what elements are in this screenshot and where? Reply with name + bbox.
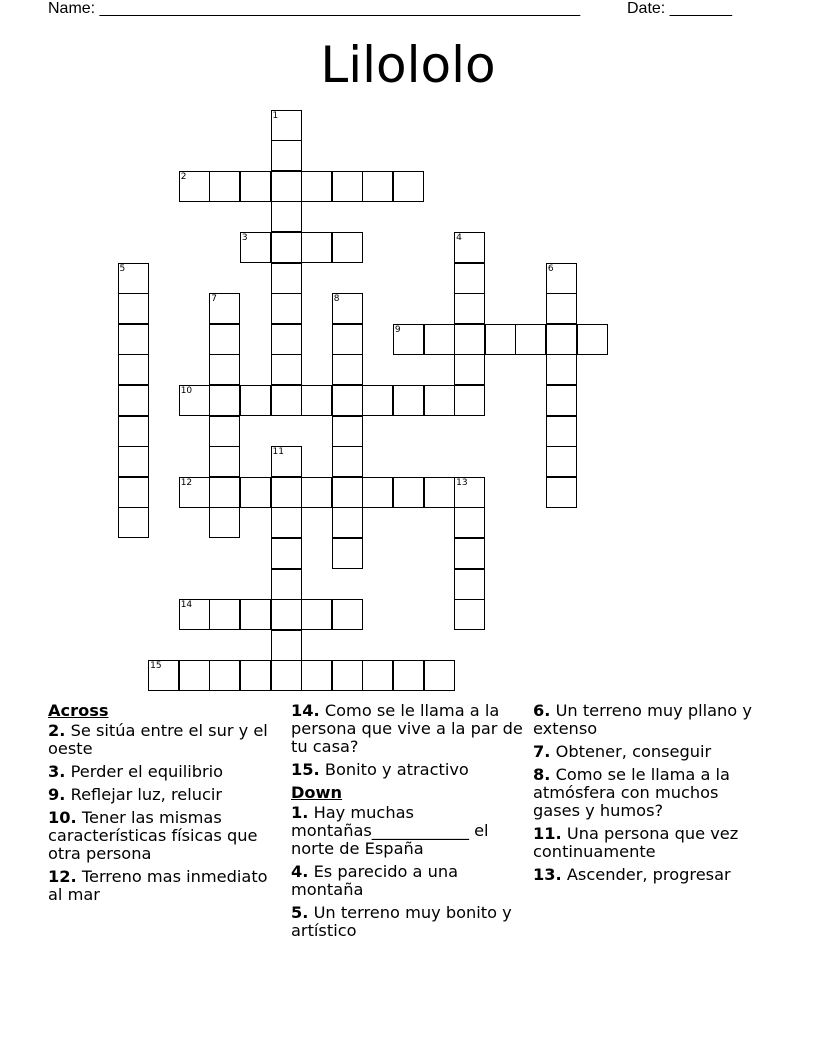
grid-cell-8[interactable] (332, 293, 363, 324)
grid-cell-13[interactable] (454, 477, 485, 508)
clue-text: Se sitúa entre el sur y el oeste (48, 721, 268, 758)
grid-cell[interactable] (179, 660, 210, 691)
grid-cell[interactable] (546, 385, 577, 416)
clue-down-1 (291, 804, 523, 858)
grid-cell[interactable] (240, 477, 271, 508)
grid-cell[interactable] (301, 171, 332, 202)
across-heading: Across (48, 701, 109, 720)
grid-cell-9[interactable] (393, 324, 424, 355)
clue-text: Un terreno muy pllano y extenso (533, 701, 752, 738)
clue-number: 2. (48, 721, 66, 740)
grid-cell[interactable] (454, 599, 485, 630)
clue-text: Es parecido a una montaña (291, 862, 459, 899)
clue-number-label: 8 (333, 294, 340, 305)
grid-cell[interactable] (546, 477, 577, 508)
clue-number: 4. (291, 862, 309, 881)
grid-cell[interactable] (271, 171, 302, 202)
grid-cell[interactable] (332, 599, 363, 630)
grid-cell[interactable] (454, 538, 485, 569)
down-heading: Down (291, 783, 343, 802)
grid-cell[interactable] (240, 599, 271, 630)
grid-cell[interactable] (424, 385, 455, 416)
clue-down-11 (533, 825, 765, 861)
grid-cell[interactable] (271, 232, 302, 263)
clue-number-label: 10 (180, 385, 193, 396)
grid-cell[interactable] (332, 416, 363, 447)
clue-number-label: 4 (456, 232, 462, 243)
grid-cell[interactable] (362, 477, 393, 508)
clue-number-label: 6 (547, 263, 554, 274)
grid-cell[interactable] (118, 324, 149, 355)
puzzle-title: Lilololo (320, 36, 496, 94)
grid-cell[interactable] (240, 171, 271, 202)
grid-cell[interactable] (454, 507, 485, 538)
clue-text: Tener las mismas características físicas que otra persona (48, 808, 258, 863)
grid-cell[interactable] (546, 324, 577, 355)
grid-cell[interactable] (332, 354, 363, 385)
clue-across-9 (48, 786, 280, 804)
grid-cell[interactable] (271, 599, 302, 630)
grid-cell[interactable] (362, 660, 393, 691)
grid-cell[interactable] (301, 660, 332, 691)
grid-cell[interactable] (454, 354, 485, 385)
grid-cell[interactable] (454, 385, 485, 416)
clue-text: Ascender, progresar (566, 865, 731, 884)
grid-cell[interactable] (454, 324, 485, 355)
clue-text: Perder el equilibrio (70, 762, 224, 781)
clue-number: 6. (533, 701, 551, 720)
grid-cell[interactable] (362, 385, 393, 416)
grid-cell[interactable] (271, 354, 302, 385)
clue-number-label: 2 (180, 171, 187, 182)
clue-across-3 (48, 763, 280, 781)
grid-cell[interactable] (209, 354, 240, 385)
grid-cell[interactable] (332, 538, 363, 569)
clue-number-label: 1 (272, 110, 279, 121)
grid-cell-7[interactable] (209, 293, 240, 324)
grid-cell[interactable] (271, 538, 302, 569)
clue-text: Bonito y atractivo (324, 760, 469, 779)
clue-text: Obtener, conseguir (555, 742, 712, 761)
grid-cell[interactable] (118, 507, 149, 538)
grid-cell[interactable] (332, 171, 363, 202)
grid-cell[interactable] (240, 660, 271, 691)
clue-number-label: 9 (394, 324, 401, 335)
grid-cell-10[interactable] (179, 385, 210, 416)
grid-cell[interactable] (271, 293, 302, 324)
grid-cell[interactable] (271, 263, 302, 294)
clue-text: Como se le llama a la atmósfera con muchos gases y humos? (533, 765, 730, 820)
clue-down-6 (533, 702, 765, 738)
grid-cell[interactable] (301, 599, 332, 630)
clue-number: 1. (291, 803, 309, 822)
grid-cell[interactable] (301, 477, 332, 508)
grid-cell[interactable] (332, 324, 363, 355)
grid-cell-11[interactable] (271, 446, 302, 477)
grid-cell[interactable] (271, 630, 302, 661)
clue-number-label: 13 (456, 477, 468, 488)
grid-cell[interactable] (240, 385, 271, 416)
clues-column-1 (48, 702, 280, 909)
clue-number-label: 11 (272, 447, 284, 458)
clue-number: 12. (48, 867, 77, 886)
grid-cell[interactable] (393, 385, 424, 416)
grid-cell-15[interactable] (148, 660, 179, 691)
grid-cell[interactable] (332, 477, 363, 508)
grid-cell[interactable] (118, 293, 149, 324)
grid-cell[interactable] (209, 660, 240, 691)
grid-cell-1[interactable] (271, 110, 302, 141)
clue-number: 14. (291, 701, 320, 720)
clue-number: 7. (533, 742, 551, 761)
grid-cell[interactable] (118, 385, 149, 416)
clue-across-10 (48, 809, 280, 863)
grid-cell[interactable] (485, 324, 516, 355)
grid-cell[interactable] (454, 263, 485, 294)
grid-cell[interactable] (209, 446, 240, 477)
grid-cell[interactable] (393, 171, 424, 202)
clue-number-label: 7 (211, 294, 218, 305)
grid-cell-2[interactable] (179, 171, 210, 202)
grid-cell[interactable] (271, 324, 302, 355)
grid-cell[interactable] (546, 416, 577, 447)
grid-cell[interactable] (424, 660, 455, 691)
grid-cell[interactable] (209, 599, 240, 630)
grid-cell[interactable] (118, 416, 149, 447)
grid-cell[interactable] (454, 293, 485, 324)
grid-cell[interactable] (271, 507, 302, 538)
grid-cell[interactable] (271, 660, 302, 691)
grid-cell[interactable] (209, 171, 240, 202)
clue-number-label: 15 (150, 661, 162, 672)
grid-cell[interactable] (577, 324, 608, 355)
name-field-label: Name: ______________________________________________________ (48, 0, 581, 17)
grid-cell[interactable] (209, 477, 240, 508)
grid-cell-5[interactable] (118, 263, 149, 294)
clue-across-2 (48, 722, 280, 758)
clue-across-12 (48, 868, 280, 904)
clue-number-label: 12 (180, 477, 193, 488)
grid-cell[interactable] (546, 293, 577, 324)
grid-cell[interactable] (209, 385, 240, 416)
clue-text: Hay muchas montañas____________ el norte de España (291, 803, 489, 858)
grid-cell[interactable] (393, 477, 424, 508)
grid-cell-4[interactable] (454, 232, 485, 263)
clue-text: Una persona que vez continuamente (533, 824, 739, 861)
grid-cell[interactable] (271, 385, 302, 416)
grid-cell[interactable] (515, 324, 546, 355)
clue-number: 10. (48, 808, 77, 827)
grid-cell[interactable] (301, 385, 332, 416)
clue-down-8 (533, 766, 765, 820)
grid-cell[interactable] (271, 140, 302, 171)
grid-cell[interactable] (546, 354, 577, 385)
grid-cell[interactable] (332, 446, 363, 477)
grid-cell-14[interactable] (179, 599, 210, 630)
clue-across-15 (291, 761, 523, 779)
clue-number: 3. (48, 762, 66, 781)
clue-down-7 (533, 743, 765, 761)
grid-cell[interactable] (209, 507, 240, 538)
grid-cell[interactable] (424, 477, 455, 508)
clue-text: Un terreno muy bonito y artístico (291, 903, 512, 940)
grid-cell[interactable] (393, 660, 424, 691)
grid-cell-6[interactable] (546, 263, 577, 294)
grid-cell[interactable] (424, 324, 455, 355)
clue-down-5 (291, 904, 523, 940)
clue-across-14 (291, 702, 523, 756)
grid-cell[interactable] (118, 477, 149, 508)
clues-column-2 (291, 702, 523, 945)
grid-cell[interactable] (209, 324, 240, 355)
clue-down-4 (291, 863, 523, 899)
clue-number: 15. (291, 760, 320, 779)
grid-cell[interactable] (118, 354, 149, 385)
grid-cell[interactable] (332, 232, 363, 263)
clue-number: 5. (291, 903, 309, 922)
grid-cell[interactable] (332, 660, 363, 691)
date-field-label: Date: _______ (627, 0, 732, 17)
clue-down-13 (533, 866, 765, 884)
grid-cell[interactable] (118, 446, 149, 477)
grid-cell-3[interactable] (240, 232, 271, 263)
grid-cell[interactable] (209, 416, 240, 447)
clue-number-label: 3 (241, 232, 248, 243)
grid-cell[interactable] (271, 569, 302, 600)
clue-number: 9. (48, 785, 66, 804)
grid-cell[interactable] (332, 385, 363, 416)
grid-cell[interactable] (301, 232, 332, 263)
clue-number: 13. (533, 865, 562, 884)
grid-cell[interactable] (454, 569, 485, 600)
clue-number: 8. (533, 765, 551, 784)
clue-number: 11. (533, 824, 562, 843)
grid-cell[interactable] (271, 477, 302, 508)
grid-cell[interactable] (332, 507, 363, 538)
clue-text: Reflejar luz, relucir (70, 785, 223, 804)
clue-text: Terreno mas inmediato al mar (48, 867, 268, 904)
clue-number-label: 5 (119, 263, 126, 274)
grid-cell[interactable] (271, 201, 302, 232)
clue-text: Como se le llama a la persona que vive a la par de tu casa? (291, 701, 523, 756)
clues-column-3 (533, 702, 765, 889)
grid-cell[interactable] (546, 446, 577, 477)
grid-cell-12[interactable] (179, 477, 210, 508)
clue-number-label: 14 (180, 600, 193, 611)
grid-cell[interactable] (362, 171, 393, 202)
